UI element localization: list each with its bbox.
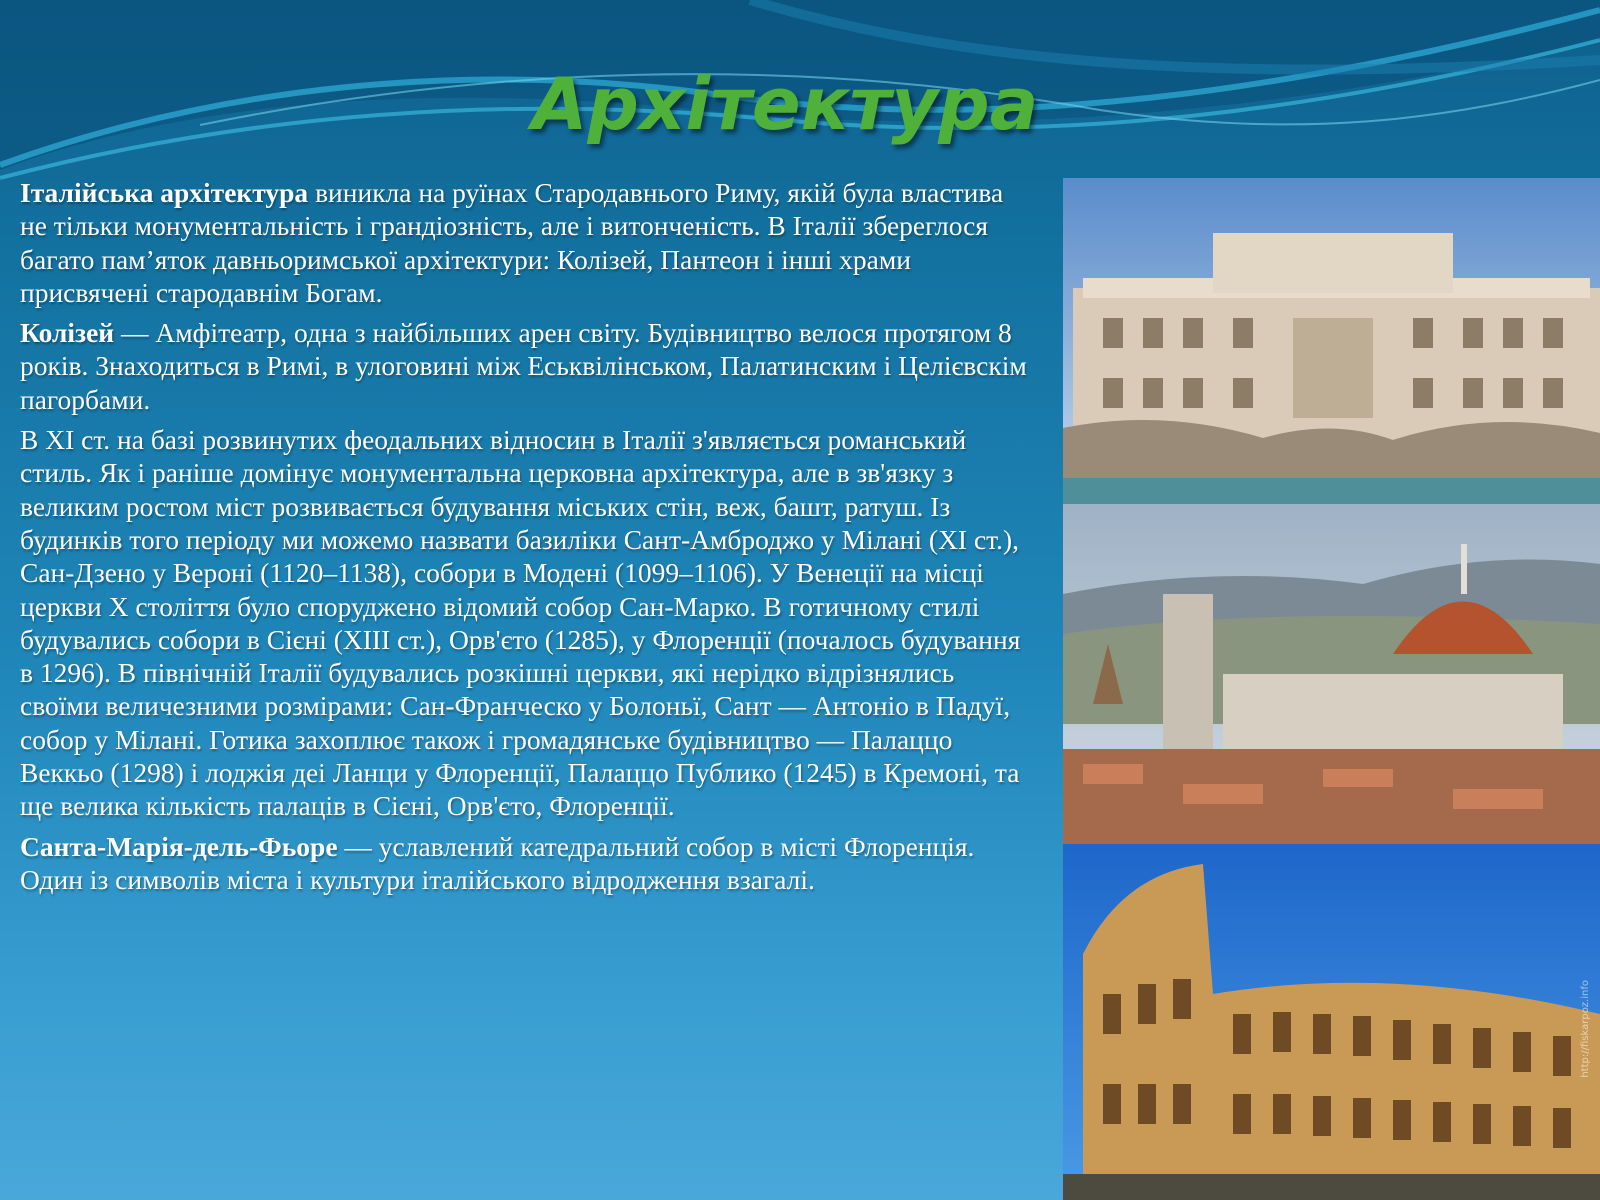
- term-italian-architecture: Італійська архітектура: [20, 177, 309, 208]
- paragraph-santa-maria: [20, 830, 1030, 897]
- colosseum-photo: [1063, 844, 1600, 1200]
- paragraph-romanesque: [20, 423, 1030, 823]
- photo-column: [1063, 178, 1600, 1200]
- trevi-fountain-photo: [1063, 178, 1600, 504]
- term-colosseum: Колізей: [20, 317, 115, 349]
- term-santa-maria-del-fiore: Санта-Марія-дель-Фьоре: [20, 830, 338, 862]
- paragraph-text: виникла на руїнах Стародавнього Риму, якій була властива не тільки монументальність і грандіозність, але і витонченість. В Італії збереглося багато пам’яток давньоримської архітектури: Колізей, Пантеон і інші храми присвячені стародавнім Богам.: [20, 177, 1004, 308]
- watermark-text: http://fiskarpoz.info: [1580, 980, 1591, 1078]
- paragraph-colosseum: [20, 316, 1030, 416]
- paragraph-text: — уславлений катедральний собор в місті Флоренція. Один із символів міста і культури італійського відродження взагалі.: [20, 830, 975, 895]
- florence-cathedral-photo: [1063, 504, 1600, 844]
- paragraph-italian-architecture: [20, 176, 1030, 309]
- paragraph-text: — Амфітеатр, одна з найбільших арен світу. Будівництво велося протягом 8 років. Знаходиться в Римі, в улоговині між Еськвілінськом, Палатинским і Целієвскім пагорбами.: [20, 317, 1027, 415]
- paragraph-text: В XI ст. на базі розвинутих феодальних відносин в Італії з'являється романський стиль. Як і раніше домінує монументальна церковна архітектура, але в зв'язку з великим ростом міст розвивається будування міських стін, веж, башт, ратуш. Із будинків того періоду ми можемо назвати базиліки Сант-Амброджо у Мілані (XI ст.), Сан-Дзено у Вероні (1120–1138), собори в Модені (1099–1106). У Венеції на місці церкви X століття було споруджено відомий собор Сан-Марко. В готичному стилі будувались собори в Сієні (XIII ст.), Орв'єто (1285), у Флоренції (почалось будування в 1296). В північній Італії будувались розкішні церкви, які нерідко відрізнялись своїми величезними розмірами: Сан-Франческо у Болоньї, Сант — Антоніо в Падуї, собор у Мілані. Готика захоплює також і громадянське будівництво — Палаццо Веккьо (1298) і лоджія деі Ланци у Флоренції, Палаццо Публико (1245) в Кремоні, та ще велика кількість палаців в Сієні, Орв'єто, Флоренції.: [20, 424, 1021, 822]
- body-text: [20, 176, 1030, 903]
- slide-title: Архітектура: [531, 62, 1039, 146]
